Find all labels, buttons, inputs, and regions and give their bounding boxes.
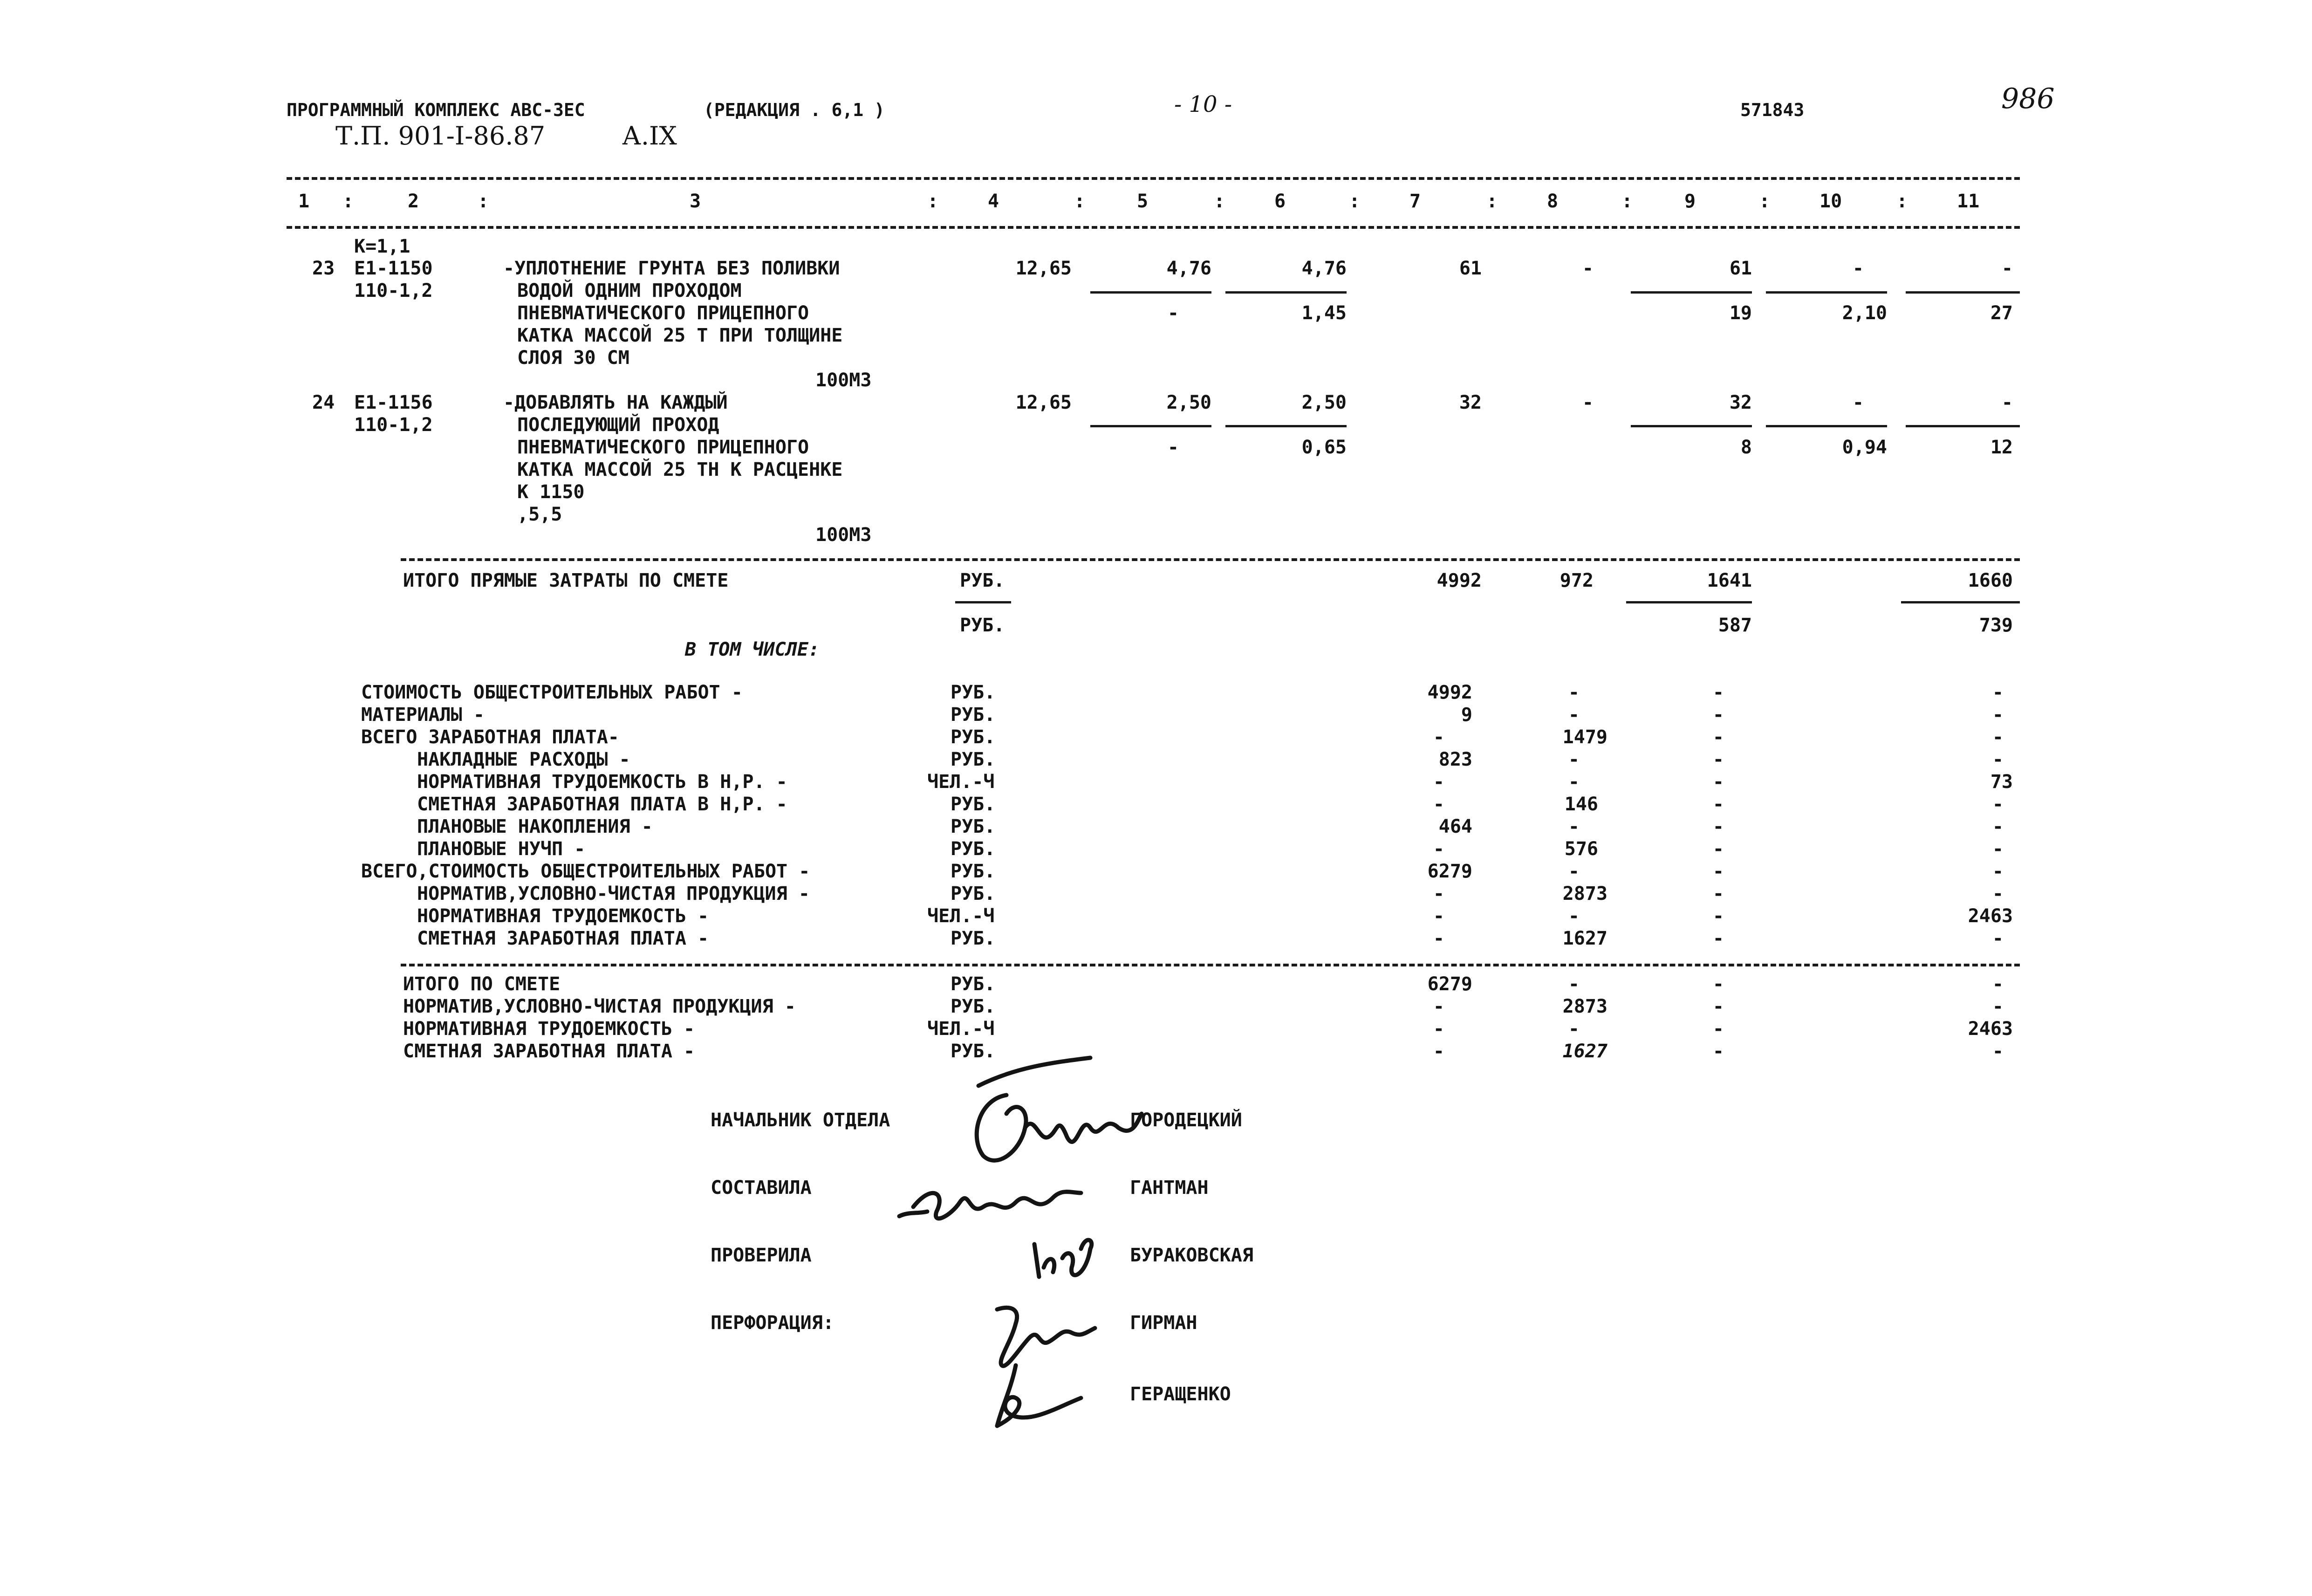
cell-col11-secondary: 739: [1979, 615, 2013, 636]
cell-col7: 9: [1461, 704, 1472, 726]
rate-code: Е1-1150: [354, 258, 433, 279]
totals-label: НОРМАТИВ,УСЛОВНО-ЧИСТАЯ ПРОДУКЦИЯ -: [403, 996, 796, 1017]
cell-col8: 972: [1560, 570, 1594, 591]
page-marker: - 10 -: [1174, 91, 1232, 117]
totals-label: ИТОГО ПО СМЕТЕ: [403, 973, 561, 995]
cell-col7: -: [1433, 905, 1444, 927]
cell-col8: -: [1568, 1018, 1580, 1040]
unit-cost: 4,76: [1166, 258, 1211, 279]
unit-label: РУБ.: [951, 704, 996, 726]
cell-col8: 1479: [1562, 726, 1607, 748]
breakdown-label: НОРМАТИВ,УСЛОВНО-ЧИСТАЯ ПРОДУКЦИЯ -: [417, 883, 810, 904]
cell-col9: -: [1712, 905, 1724, 927]
column-number: 2: [408, 191, 419, 212]
cell-col10: -: [1852, 258, 1864, 279]
cell-col7: -: [1433, 838, 1444, 860]
cell-col8: 2873: [1562, 883, 1607, 904]
cell-col11: 1660: [1968, 570, 2013, 591]
cell-col11-secondary: 27: [1990, 302, 2013, 324]
document-code: 571843: [1740, 100, 1805, 120]
sheet-number: 986: [2001, 82, 2055, 115]
cell-col8: -: [1568, 973, 1580, 995]
cell-col7: -: [1433, 996, 1444, 1017]
cell-col7: 4992: [1436, 570, 1482, 591]
rate-code: Е1-1156: [354, 392, 433, 413]
column-number: 9: [1684, 191, 1696, 212]
cell-col11: 2463: [1968, 1018, 2013, 1040]
direct-costs-label: ИТОГО ПРЯМЫЕ ЗАТРАТЫ ПО СМЕТЕ: [403, 570, 729, 591]
cell-col8: -: [1568, 704, 1580, 726]
cell-col8: 1627: [1562, 1041, 1607, 1062]
unit-label: РУБ.: [951, 883, 996, 904]
cell-col11: -: [1992, 928, 2004, 949]
unit-label: РУБ.: [951, 682, 996, 703]
cell-col7: -: [1433, 883, 1444, 904]
cell-col9: -: [1712, 816, 1724, 837]
unit-label: ЧЕЛ.-Ч: [927, 905, 995, 927]
cell-col8: -: [1582, 392, 1594, 413]
unit-cost-total: 2,50: [1301, 392, 1347, 413]
breakdown-label: ПЛАНОВЫЕ НАКОПЛЕНИЯ -: [417, 816, 653, 837]
cell-col7: -: [1433, 1041, 1444, 1062]
cell-col9: -: [1712, 682, 1724, 703]
breakdown-label: ВСЕГО,СТОИМОСТЬ ОБЩЕСТРОИТЕЛЬНЫХ РАБОТ -: [361, 861, 810, 882]
doc-reference: Т.П. 901-I-86.87: [335, 121, 546, 151]
signature-image: [951, 1058, 1146, 1174]
cell-col6-secondary: 1,45: [1301, 302, 1347, 324]
signature-image: [1020, 1230, 1104, 1286]
signature-image: [895, 1165, 1090, 1230]
column-number: 4: [988, 191, 999, 212]
column-number: 1: [298, 191, 310, 212]
table-top-rule: [287, 177, 2020, 180]
unit-label: РУБ.: [951, 1041, 996, 1062]
cell-col5-secondary: -: [1167, 437, 1179, 458]
work-description: КАТКА МАССОЙ 25 ТН К РАСЦЕНКЕ: [517, 459, 843, 480]
cell-col8: -: [1568, 905, 1580, 927]
cell-col7: -: [1433, 771, 1444, 793]
unit-label: РУБ.: [951, 928, 996, 949]
totals-rule: [401, 964, 2020, 966]
unit-label: РУБ.: [951, 749, 996, 770]
cell-col11: -: [1992, 973, 2004, 995]
signatory-role: ПЕРФОРАЦИЯ:: [711, 1312, 834, 1334]
total-cost: 32: [1459, 392, 1482, 413]
edition: (РЕДАКЦИЯ . 6,1 ): [704, 100, 885, 120]
cell-col9: -: [1712, 928, 1724, 949]
signatory-name: ГАНТМАН: [1130, 1177, 1209, 1199]
cell-col9: -: [1712, 973, 1724, 995]
cell-col9: -: [1712, 771, 1724, 793]
work-description: -УПЛОТНЕНИЕ ГРУНТА БЕЗ ПОЛИВКИ: [503, 258, 840, 279]
column-number: 7: [1409, 191, 1421, 212]
unit-label: РУБ.: [951, 838, 996, 860]
cell-col9-secondary: 587: [1718, 615, 1752, 636]
unit-label: РУБ.: [951, 996, 996, 1017]
breakdown-label: СТОИМОСТЬ ОБЩЕСТРОИТЕЛЬНЫХ РАБОТ -: [361, 682, 743, 703]
cell-col8: -: [1568, 682, 1580, 703]
signatory-role: ПРОВЕРИЛА: [711, 1245, 812, 1266]
work-description: -ДОБАВЛЯТЬ НА КАЖДЫЙ: [503, 392, 728, 413]
unit-label: РУБ.: [951, 794, 996, 815]
cell-col9: -: [1712, 1018, 1724, 1040]
cell-col9: -: [1712, 861, 1724, 882]
work-description: ПНЕВМАТИЧЕСКОГО ПРИЦЕПНОГО: [517, 302, 809, 324]
cell-col8: -: [1568, 771, 1580, 793]
cell-col8: -: [1568, 861, 1580, 882]
work-description: ВОДОЙ ОДНИМ ПРОХОДОМ: [517, 280, 742, 301]
rate-code-secondary: 110-1,2: [354, 414, 433, 436]
cell-col11: -: [1992, 996, 2004, 1017]
cell-col9-secondary: 19: [1729, 302, 1752, 324]
cell-col11: -: [1992, 816, 2004, 837]
unit-cost-total: 4,76: [1301, 258, 1347, 279]
cell-col11: -: [2001, 258, 2013, 279]
cell-col9: 32: [1729, 392, 1752, 413]
coefficient: К=1,1: [354, 236, 410, 257]
breakdown-label: ПЛАНОВЫЕ НУЧП -: [417, 838, 586, 860]
measure-unit: 100М3: [815, 370, 872, 391]
work-description: СЛОЯ 30 СМ: [517, 347, 629, 369]
work-description: КАТКА МАССОЙ 25 Т ПРИ ТОЛЩИНЕ: [517, 325, 843, 346]
unit-label: РУБ.: [951, 861, 996, 882]
breakdown-label: СМЕТНАЯ ЗАРАБОТНАЯ ПЛАТА -: [417, 928, 709, 949]
cell-col9: -: [1712, 794, 1724, 815]
cell-col11: -: [2001, 392, 2013, 413]
signatory-role: НАЧАЛЬНИК ОТДЕЛА: [711, 1110, 890, 1131]
cell-col8: 576: [1564, 838, 1598, 860]
header-bottom-rule: [287, 226, 2020, 229]
cell-col9: -: [1712, 704, 1724, 726]
cell-col9: 1641: [1707, 570, 1752, 591]
cell-col11: -: [1992, 838, 2004, 860]
cell-col7: 464: [1438, 816, 1472, 837]
breakdown-label: СМЕТНАЯ ЗАРАБОТНАЯ ПЛАТА В Н,Р. -: [417, 794, 787, 815]
work-description: ПНЕВМАТИЧЕСКОГО ПРИЦЕПНОГО: [517, 437, 809, 458]
signatory-name: ГИРМАН: [1130, 1312, 1197, 1334]
item-number: 24: [312, 392, 335, 413]
work-description: ,5,5: [517, 504, 562, 525]
signature-image: [978, 1300, 1100, 1370]
including-label: В ТОМ ЧИСЛЕ:: [685, 639, 820, 660]
column-number: 3: [690, 191, 701, 212]
column-number: 10: [1820, 191, 1842, 212]
cell-col9: -: [1712, 1041, 1724, 1062]
unit-label: РУБ.: [951, 816, 996, 837]
cell-col9: -: [1712, 996, 1724, 1017]
quantity: 12,65: [1015, 392, 1072, 413]
cell-col7: 823: [1438, 749, 1472, 770]
totals-label: НОРМАТИВНАЯ ТРУДОЕМКОСТЬ -: [403, 1018, 695, 1040]
cell-col8: 2873: [1562, 996, 1607, 1017]
cell-col8: -: [1568, 816, 1580, 837]
breakdown-label: НОРМАТИВНАЯ ТРУДОЕМКОСТЬ В Н,Р. -: [417, 771, 787, 793]
cell-col8: -: [1568, 749, 1580, 770]
cell-col11: -: [1992, 861, 2004, 882]
column-number: 6: [1274, 191, 1286, 212]
cell-col11: 73: [1990, 771, 2013, 793]
unit-label: РУБ.: [960, 615, 1005, 636]
cell-col9: -: [1712, 883, 1724, 904]
cell-col6-secondary: 0,65: [1301, 437, 1347, 458]
cell-col9: -: [1712, 726, 1724, 748]
cell-col7: 6279: [1427, 861, 1472, 882]
cell-col9: -: [1712, 749, 1724, 770]
cell-col11: 2463: [1968, 905, 2013, 927]
column-number: 11: [1957, 191, 1980, 212]
cell-col9: 61: [1729, 258, 1752, 279]
cell-col11: -: [1992, 726, 2004, 748]
direct-costs-rule: [401, 558, 2020, 561]
signatory-name: БУРАКОВСКАЯ: [1130, 1245, 1253, 1266]
signatory-name: ГОРОДЕЦКИЙ: [1130, 1110, 1242, 1131]
cell-col5-secondary: -: [1167, 302, 1179, 324]
unit-label: РУБ.: [951, 973, 996, 995]
cell-col7: -: [1433, 794, 1444, 815]
column-number: 8: [1547, 191, 1559, 212]
item-number: 23: [312, 258, 335, 279]
cell-col8: 1627: [1562, 928, 1607, 949]
measure-unit: 100М3: [815, 524, 872, 546]
cell-col7: 6279: [1427, 973, 1472, 995]
column-number: 5: [1137, 191, 1149, 212]
cell-col7: -: [1433, 1018, 1444, 1040]
cell-col11: -: [1992, 682, 2004, 703]
quantity: 12,65: [1015, 258, 1072, 279]
work-description: ПОСЛЕДУЮЩИЙ ПРОХОД: [517, 414, 719, 436]
breakdown-label: НАКЛАДНЫЕ РАСХОДЫ -: [417, 749, 630, 770]
breakdown-label: ВСЕГО ЗАРАБОТНАЯ ПЛАТА-: [361, 726, 619, 748]
breakdown-label: МАТЕРИАЛЫ -: [361, 704, 485, 726]
cell-col9: -: [1712, 838, 1724, 860]
cell-col11: -: [1992, 749, 2004, 770]
cell-col11: -: [1992, 1041, 2004, 1062]
rate-code-secondary: 110-1,2: [354, 280, 433, 301]
cell-col10-secondary: 0,94: [1842, 437, 1887, 458]
cell-col10-secondary: 2,10: [1842, 302, 1887, 324]
cell-col7: -: [1433, 928, 1444, 949]
unit-label: РУБ.: [960, 570, 1005, 591]
unit-label: ЧЕЛ.-Ч: [927, 771, 995, 793]
cell-col8: -: [1582, 258, 1594, 279]
total-cost: 61: [1459, 258, 1482, 279]
work-description: К 1150: [517, 481, 585, 503]
cell-col10: -: [1852, 392, 1864, 413]
breakdown-label: НОРМАТИВНАЯ ТРУДОЕМКОСТЬ -: [417, 905, 709, 927]
cell-col11-secondary: 12: [1990, 437, 2013, 458]
cell-col11: -: [1992, 704, 2004, 726]
cell-col11: -: [1992, 883, 2004, 904]
cell-col9-secondary: 8: [1740, 437, 1752, 458]
unit-label: РУБ.: [951, 726, 996, 748]
signatory-name: ГЕРАЩЕНКО: [1130, 1384, 1231, 1405]
program-name: ПРОГРАММНЫЙ КОМПЛЕКС АВС-3ЕС: [287, 100, 585, 120]
unit-label: ЧЕЛ.-Ч: [927, 1018, 995, 1040]
unit-cost: 2,50: [1166, 392, 1211, 413]
album-reference: А.IX: [622, 121, 677, 151]
signature-image: [988, 1361, 1090, 1431]
cell-col8: 146: [1564, 794, 1598, 815]
totals-label: СМЕТНАЯ ЗАРАБОТНАЯ ПЛАТА -: [403, 1041, 695, 1062]
signatory-role: СОСТАВИЛА: [711, 1177, 812, 1199]
cell-col7: 4992: [1427, 682, 1472, 703]
cell-col7: -: [1433, 726, 1444, 748]
cell-col11: -: [1992, 794, 2004, 815]
